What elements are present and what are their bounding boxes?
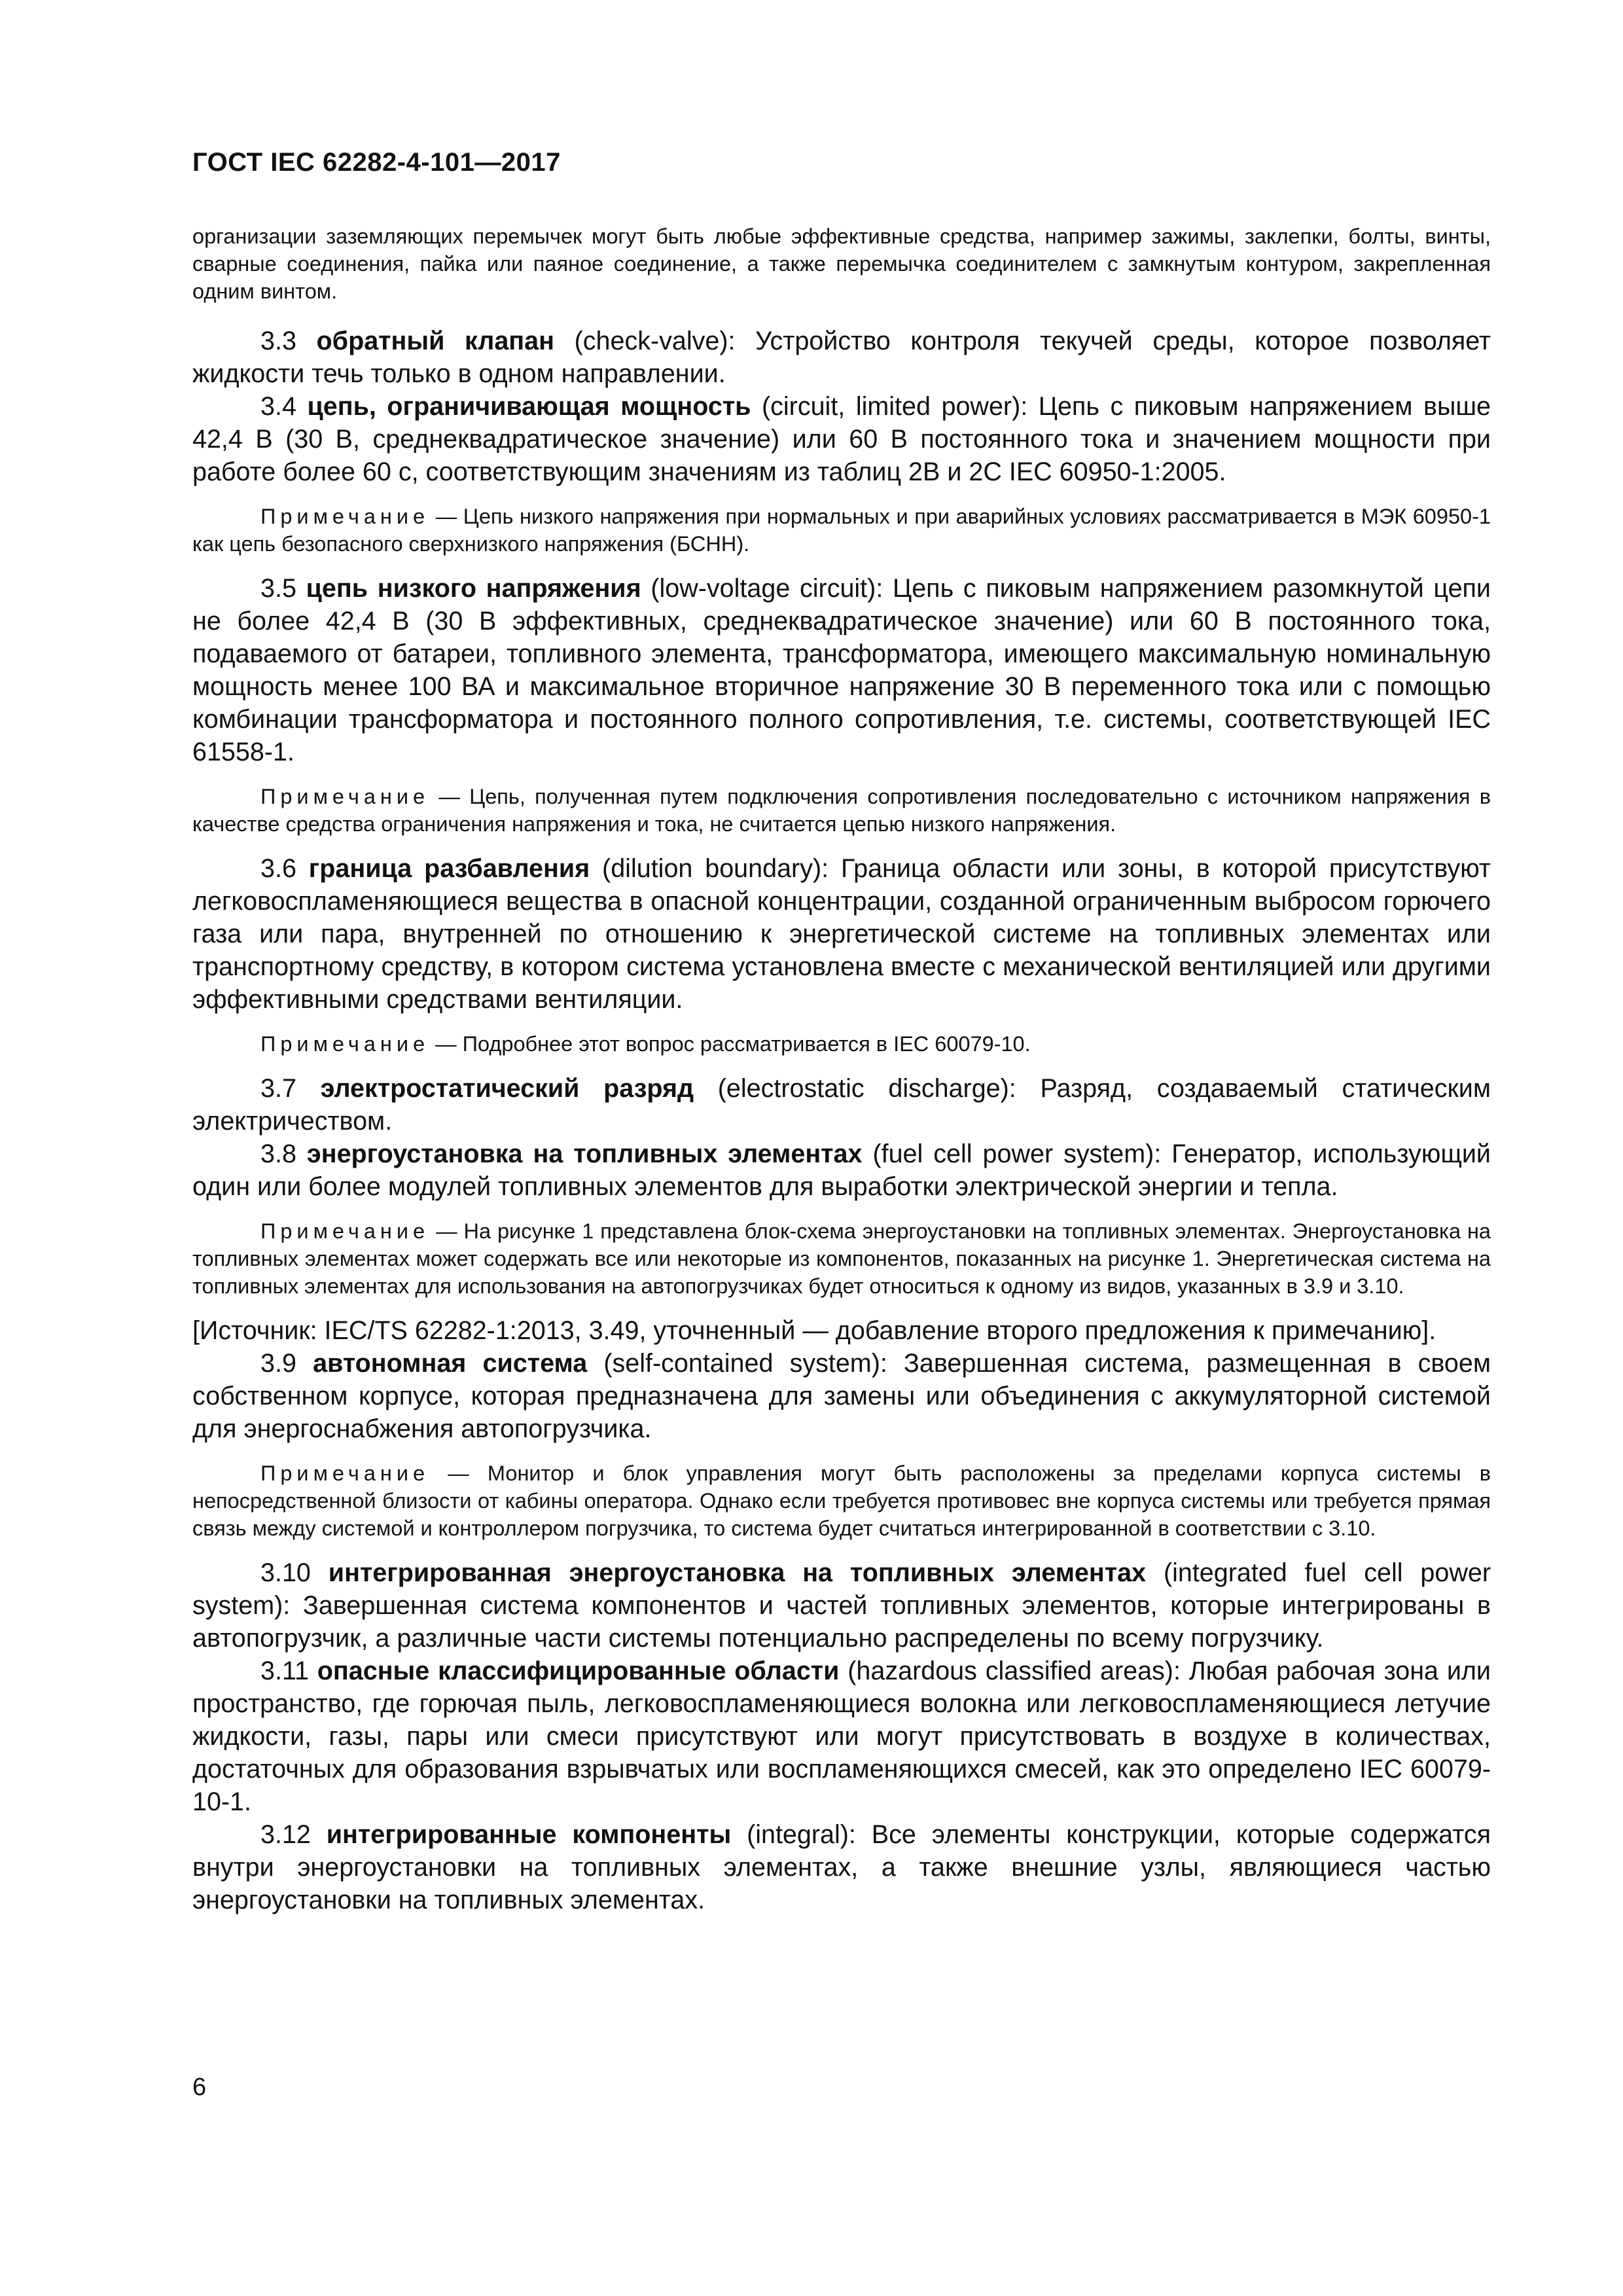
- definition-text: (circuit, limited power): Цепь с пиковым напряжением выше 42,4 В (30 В, среднеквадратическое значение) или 60 В постоянного тока и значением мощности при работе более 60 с, соответствующим значениям из таблиц 2B и 2C IEC 60950-1:2005.: [192, 392, 1491, 486]
- note-3-6: [192, 1030, 1491, 1058]
- definition-text: (dilution boundary): Граница области или зоны, в которой присутствуют легковоспламеняющиеся вещества в опасной концентрации, созданной ограниченным выбросом горючего газа или пара, внутренней по отношению к энергетической системе на топливных элементах или транспортному средству, в котором система установлена вместе с механической вентиляцией или другими эффективными средствами вентиляции.: [192, 854, 1491, 1014]
- note-text: — Цепь низкого напряжения при нормальных и при аварийных условиях рассматривается в МЭК 60950-1 как цепь безопасного сверхнизкого напряжения (БСНН).: [192, 505, 1491, 556]
- term: автономная система: [313, 1349, 588, 1378]
- note-text: — На рисунке 1 представлена блок-схема энергоустановки на топливных элементах. Энергоустановка на топливных элементах может содержать все или некоторые из компонентов, показанных на рисунке 1. Энергетическая система на топливных элементах для использования на автопогрузчиках будет относиться к одному из видов, указанных в 3.9 и 3.10.: [192, 1219, 1491, 1298]
- term: интегрированная энергоустановка на топливных элементах: [328, 1558, 1147, 1587]
- page-number: 6: [192, 2073, 207, 2101]
- note-3-8: [192, 1217, 1491, 1300]
- term: цепь низкого напряжения: [306, 574, 641, 603]
- source-reference: [Источник: IEC/TS 62282-1:2013, 3.49, уточненный — добавление второго предложения к примечанию].: [192, 1316, 1436, 1345]
- clause-number: 3.7: [260, 1074, 296, 1103]
- clause-number: 3.5: [260, 574, 296, 603]
- note-label: Примечание: [260, 785, 430, 808]
- clause-number: 3.4: [260, 392, 296, 421]
- note-label: Примечание: [260, 1462, 430, 1485]
- definition-3-8: [192, 1138, 1491, 1203]
- note-label: Примечание: [260, 505, 430, 528]
- term: энергоустановка на топливных элементах: [306, 1139, 863, 1168]
- continuation-paragraph: организации заземляющих перемычек могут быть любые эффективные средства, например зажимы, заклепки, болты, винты, сварные соединения, пайка или паяное соединение, а также перемычка соединителем с замкнутым контуром, закрепленная одним винтом.: [192, 224, 1491, 303]
- document-header: ГОСТ IEC 62282-4-101—2017: [192, 148, 561, 177]
- clause-number: 3.12: [260, 1820, 311, 1849]
- definition-text: (check-valve): Устройство контроля текучей среды, которое позволяет жидкости течь только в одном направлении.: [192, 327, 1491, 388]
- note-label: Примечание: [260, 1219, 430, 1243]
- definition-3-6: [192, 852, 1491, 1016]
- note-text: — Подробнее этот вопрос рассматривается в IEC 60079-10.: [435, 1032, 1031, 1056]
- term: обратный клапан: [316, 327, 554, 355]
- definition-3-5: [192, 572, 1491, 768]
- definition-3-9: [192, 1347, 1491, 1445]
- definition-text: (hazardous classified areas): Любая рабочая зона или пространство, где горючая пыль, легковоспламеняющиеся волокна или легковоспламеняющиеся летучие жидкости, газы, пары или смеси присутствуют или могут присутствовать в воздухе в количествах, достаточных для образования взрывчатых или воспламеняющихся смесей, как это определено IEC 60079-10-1.: [192, 1657, 1491, 1816]
- definition-3-12: [192, 1818, 1491, 1916]
- note-label: Примечание: [260, 1032, 430, 1056]
- definition-text: (integral): Все элементы конструкции, которые содержатся внутри энергоустановки на топливных элементах, а также внешние узлы, являющиеся частью энергоустановки на топливных элементах.: [192, 1820, 1491, 1914]
- definition-3-4: [192, 390, 1491, 488]
- term: граница разбавления: [308, 854, 590, 883]
- note-3-4: [192, 503, 1491, 558]
- definition-text: (self-contained system): Завершенная система, размещенная в своем собственном корпусе, которая предназначена для замены или объединения с аккумуляторной системой для энергоснабжения автопогрузчика.: [192, 1349, 1491, 1443]
- clause-number: 3.9: [260, 1349, 296, 1378]
- clause-number: 3.3: [260, 327, 296, 355]
- page-content: [192, 223, 1491, 1916]
- note-text: — Цепь, полученная путем подключения сопротивления последовательно с источником напряжения в качестве средства ограничения напряжения и тока, не считается цепью низкого напряжения.: [192, 785, 1491, 836]
- definition-3-3: [192, 325, 1491, 390]
- definition-3-11: [192, 1655, 1491, 1818]
- definition-text: (fuel cell power system): Генератор, использующий один или более модулей топливных элементов для выработки электрической энергии и тепла.: [192, 1139, 1491, 1201]
- clause-number: 3.10: [260, 1558, 311, 1587]
- definition-text: (low-voltage circuit): Цепь с пиковым напряжением разомкнутой цепи не более 42,4 В (30 В эффективных, среднеквадратическое значение) или 60 В постоянного тока, подаваемого от батареи, топливного элемента, трансформатора, имеющего максимальную номинальную мощность менее 100 ВА и максимальное вторичное напряжение 30 В переменного тока или с помощью комбинации трансформатора и постоянного полного сопротивления, т.е. системы, соответствующей IEC 61558-1.: [192, 574, 1491, 766]
- term: интегрированные компоненты: [326, 1820, 732, 1849]
- clause-number: 3.6: [260, 854, 296, 883]
- clause-number: 3.8: [260, 1139, 296, 1168]
- term: опасные классифицированные области: [317, 1657, 840, 1685]
- definition-3-7: [192, 1072, 1491, 1138]
- definition-3-10: [192, 1556, 1491, 1655]
- term: цепь, ограничивающая мощность: [307, 392, 751, 421]
- clause-number: 3.11: [260, 1657, 309, 1685]
- definition-text: (electrostatic discharge): Разряд, создаваемый статическим электричеством.: [192, 1074, 1491, 1136]
- definition-text: (integrated fuel cell power system): Завершенная система компонентов и частей топливных элементов, которые интегрированы в автопогрузчик, а различные части системы потенциально распределены по всему погрузчику.: [192, 1558, 1491, 1653]
- note-3-9: [192, 1460, 1491, 1542]
- note-3-5: [192, 783, 1491, 838]
- note-text: — Монитор и блок управления могут быть расположены за пределами корпуса системы в непосредственной близости от кабины оператора. Однако если требуется противовес вне корпуса системы или требуется прямая связь между системой и контроллером погрузчика, то система будет считаться интегрированной в соответствии с 3.10.: [192, 1462, 1491, 1540]
- term: электростатический разряд: [320, 1074, 694, 1103]
